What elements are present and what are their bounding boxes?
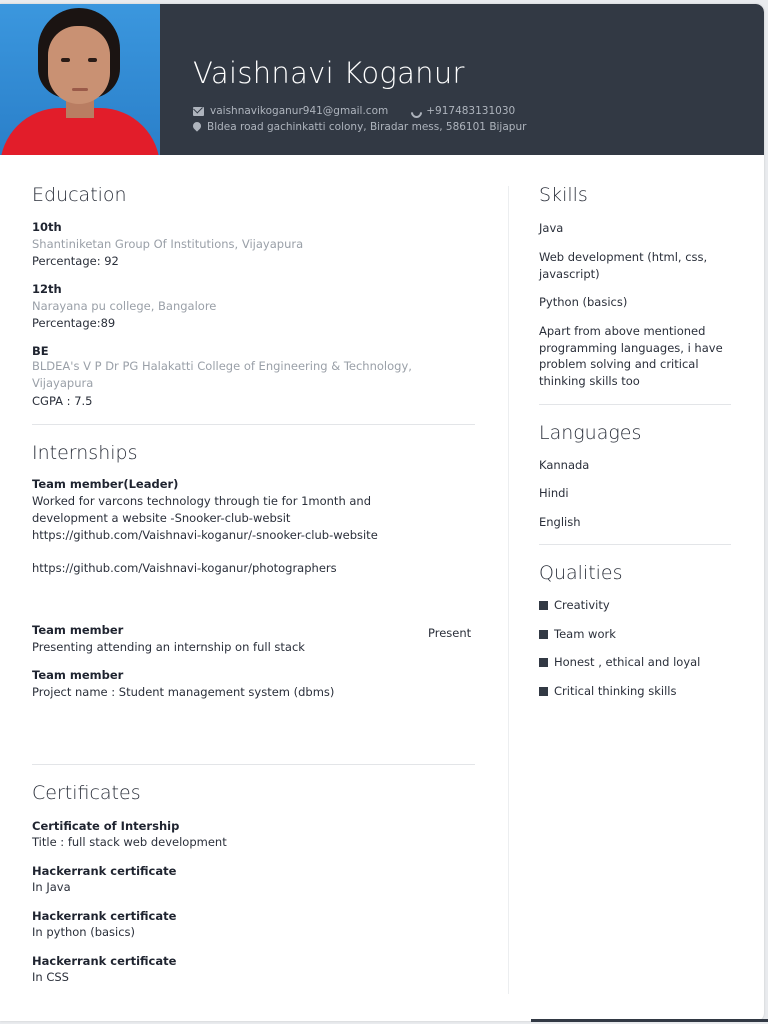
address-text: Bldea road gachinkatti colony, Biradar mess, 586101 Bijapur bbox=[207, 121, 527, 133]
quality-item bbox=[539, 598, 610, 612]
quality-label: Creativity bbox=[554, 598, 610, 612]
square-bullet-icon bbox=[539, 658, 548, 667]
phone-text[interactable]: +917483131030 bbox=[426, 105, 516, 117]
language-item: English bbox=[539, 515, 581, 529]
certificate-item-detail: In CSS bbox=[32, 970, 69, 984]
education-item-title: 10th bbox=[32, 220, 62, 234]
certificate-item-detail: In Java bbox=[32, 880, 71, 894]
quality-item bbox=[539, 627, 616, 641]
skill-item: Apart from above mentioned programming languages, i have problem solving and critical thinking skills too bbox=[539, 324, 723, 388]
education-item-title: 12th bbox=[32, 282, 62, 296]
certificate-item-title: Hackerrank certificate bbox=[32, 909, 177, 923]
quality-label: Honest , ethical and loyal bbox=[554, 655, 701, 669]
square-bullet-icon bbox=[539, 601, 548, 610]
email-text[interactable]: vaishnavikoganur941@gmail.com bbox=[210, 105, 389, 117]
education-item-detail: Percentage: 92 bbox=[32, 254, 119, 268]
education-item-institution: Narayana pu college, Bangalore bbox=[32, 299, 217, 313]
certificate-item-detail: Title : full stack web development bbox=[32, 835, 227, 849]
resume-header bbox=[0, 4, 764, 155]
section-divider bbox=[539, 404, 731, 405]
education-item-title: BE bbox=[32, 344, 49, 358]
internship-item-text: Worked for varcons technology through tie for 1month and bbox=[32, 494, 372, 508]
github-link[interactable]: https://github.com/Vaishnavi-koganur/-snooker-club-website bbox=[32, 528, 378, 542]
internship-item-title: Team member(Leader) bbox=[32, 477, 179, 491]
internship-item-title: Team member bbox=[32, 668, 124, 682]
resume-page bbox=[0, 4, 764, 1021]
internship-status: Present bbox=[428, 626, 472, 640]
square-bullet-icon bbox=[539, 630, 548, 639]
footer-bar bbox=[531, 1019, 768, 1022]
quality-item bbox=[539, 684, 677, 698]
education-item-institution: Shantiniketan Group Of Institutions, Vijayapura bbox=[32, 237, 304, 251]
profile-photo bbox=[0, 4, 160, 155]
certificate-item-title: Hackerrank certificate bbox=[32, 864, 177, 878]
certificate-item-title: Hackerrank certificate bbox=[32, 954, 177, 968]
square-bullet-icon bbox=[539, 687, 548, 696]
mail-icon bbox=[193, 107, 204, 116]
section-divider bbox=[539, 544, 731, 545]
languages-heading: Languages bbox=[539, 422, 642, 444]
section-divider bbox=[32, 764, 475, 765]
skill-item: Python (basics) bbox=[539, 295, 628, 309]
quality-item bbox=[539, 655, 700, 669]
education-heading: Education bbox=[32, 184, 127, 206]
quality-label: Team work bbox=[554, 627, 616, 641]
location-pin-icon bbox=[193, 122, 201, 133]
education-item-institution: BLDEA's V P Dr PG Halakatti College of Engineering & Technology, Vijayapura bbox=[32, 359, 412, 390]
certificate-item-title: Certificate of Intership bbox=[32, 819, 180, 833]
skill-item: Web development (html, css, javascript) bbox=[539, 250, 708, 281]
certificates-heading: Certificates bbox=[32, 782, 141, 804]
address-line bbox=[193, 121, 526, 133]
education-item-detail: Percentage:89 bbox=[32, 316, 116, 330]
internship-item-text: Presenting attending an internship on full stack bbox=[32, 640, 305, 654]
internships-heading: Internships bbox=[32, 442, 138, 464]
qualities-heading: Qualities bbox=[539, 562, 623, 584]
quality-label: Critical thinking skills bbox=[554, 684, 677, 698]
contact-line bbox=[193, 105, 515, 117]
internship-item-text: Project name : Student management system (dbms) bbox=[32, 685, 335, 699]
internship-item-text: development a website -Snooker-club-websit bbox=[32, 511, 291, 525]
section-divider bbox=[32, 424, 475, 425]
internship-item-title: Team member bbox=[32, 623, 124, 637]
language-item: Kannada bbox=[539, 458, 590, 472]
candidate-name: Vaishnavi Koganur bbox=[193, 56, 465, 90]
github-link[interactable]: https://github.com/Vaishnavi-koganur/photographers bbox=[32, 561, 337, 575]
skills-heading: Skills bbox=[539, 184, 588, 206]
education-item-detail: CGPA : 7.5 bbox=[32, 394, 93, 408]
certificate-item-detail: In python (basics) bbox=[32, 925, 136, 939]
language-item: Hindi bbox=[539, 486, 569, 500]
phone-icon bbox=[410, 106, 420, 116]
column-divider bbox=[508, 186, 509, 994]
skill-item: Java bbox=[539, 221, 564, 235]
